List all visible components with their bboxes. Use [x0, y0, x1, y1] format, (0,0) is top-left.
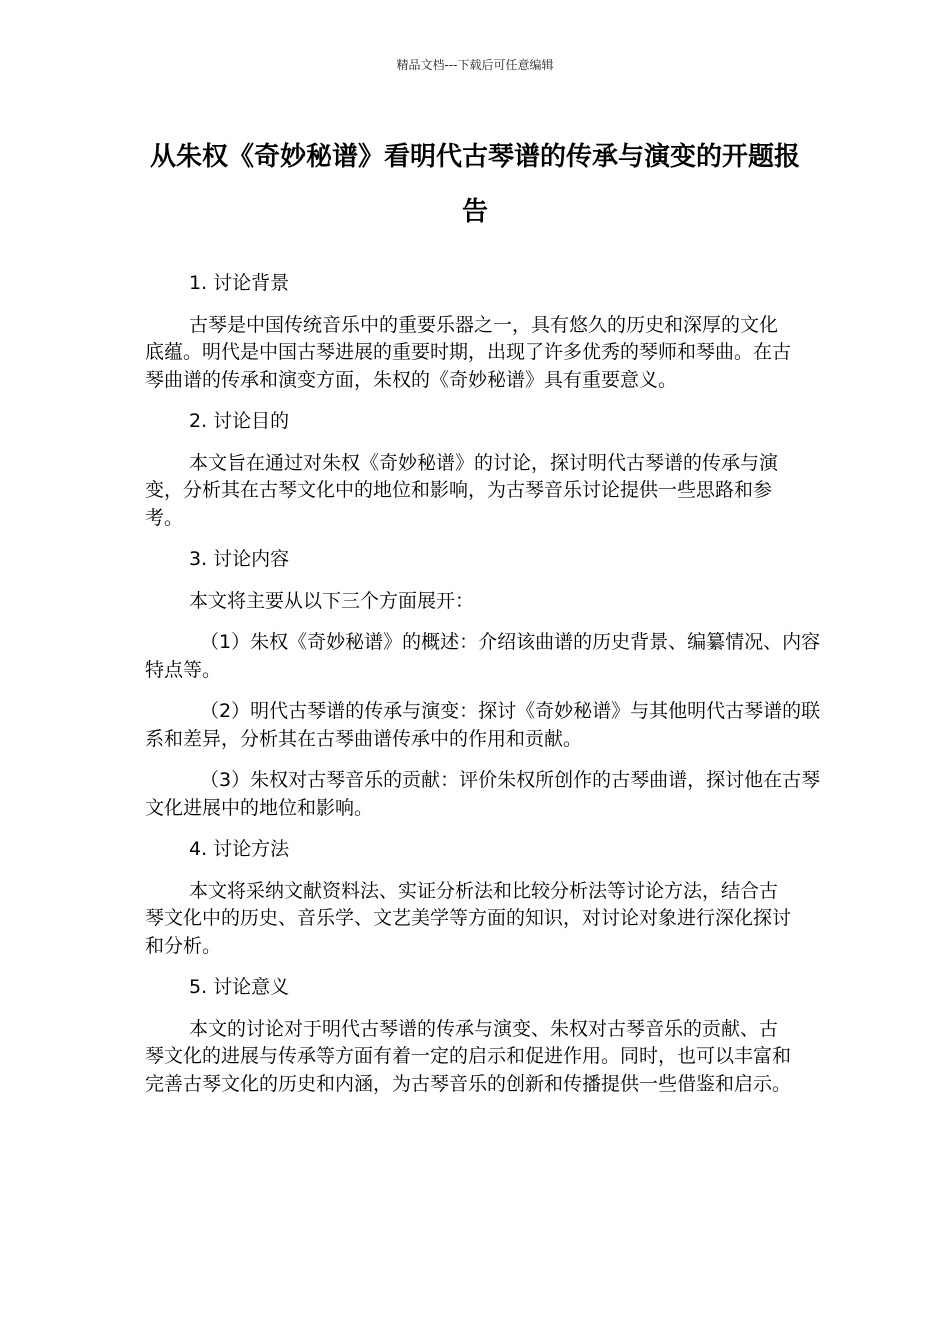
document-body: [145, 270, 821, 1112]
section-heading-purpose: 2. 讨论目的: [189, 410, 290, 432]
document-title: 从朱权《奇妙秘谱》看明代古琴谱的传承与演变的开题报告: [149, 142, 800, 227]
background-paragraph: 古琴是中国传统音乐中的重要乐器之一，具有悠久的历史和深厚的文化底蕴。明代是中国古琴进展的重要时期，出现了许多优秀的琴师和琴曲。在古琴曲谱的传承和演变方面，朱权的《奇妙秘谱》具有重要意义。: [145, 313, 792, 391]
section-heading-significance: 5. 讨论意义: [189, 976, 290, 998]
purpose-paragraph: 本文旨在通过对朱权《奇妙秘谱》的讨论，探讨明代古琴谱的传承与演变，分析其在古琴文化中的地位和影响，为古琴音乐讨论提供一些思路和参考。: [145, 451, 779, 529]
content-list-item: （1）朱权《奇妙秘谱》的概述：介绍该曲谱的历史背景、编纂情况、内容特点等。: [145, 631, 821, 681]
content-list-item: （3）朱权对古琴音乐的贡献：评价朱权所创作的古琴曲谱，探讨他在古琴文化进展中的地位和影响。: [145, 769, 821, 819]
section-heading-background: 1. 讨论背景: [189, 272, 290, 294]
section-heading-method: 4. 讨论方法: [189, 838, 290, 860]
section-heading-content: 3. 讨论内容: [189, 548, 290, 570]
content-intro-paragraph: 本文将主要从以下三个方面展开：: [189, 589, 475, 612]
significance-paragraph: 本文的讨论对于明代古琴谱的传承与演变、朱权对古琴音乐的贡献、古琴文化的进展与传承等方面有着一定的启示和促进作用。同时，也可以丰富和完善古琴文化的历史和内涵，为古琴音乐的创新和传播提供一些借鉴和启示。: [145, 1017, 792, 1095]
header-note: 精品文档---下载后可任意编辑: [396, 58, 554, 72]
method-paragraph: 本文将采纳文献资料法、实证分析法和比较分析法等讨论方法，结合古琴文化中的历史、音乐学、文艺美学等方面的知识，对讨论对象进行深化探讨和分析。: [145, 879, 792, 957]
content-list-item: （2）明代古琴谱的传承与演变：探讨《奇妙秘谱》与其他明代古琴谱的联系和差异，分析其在古琴曲谱传承中的作用和贡献。: [145, 700, 821, 750]
